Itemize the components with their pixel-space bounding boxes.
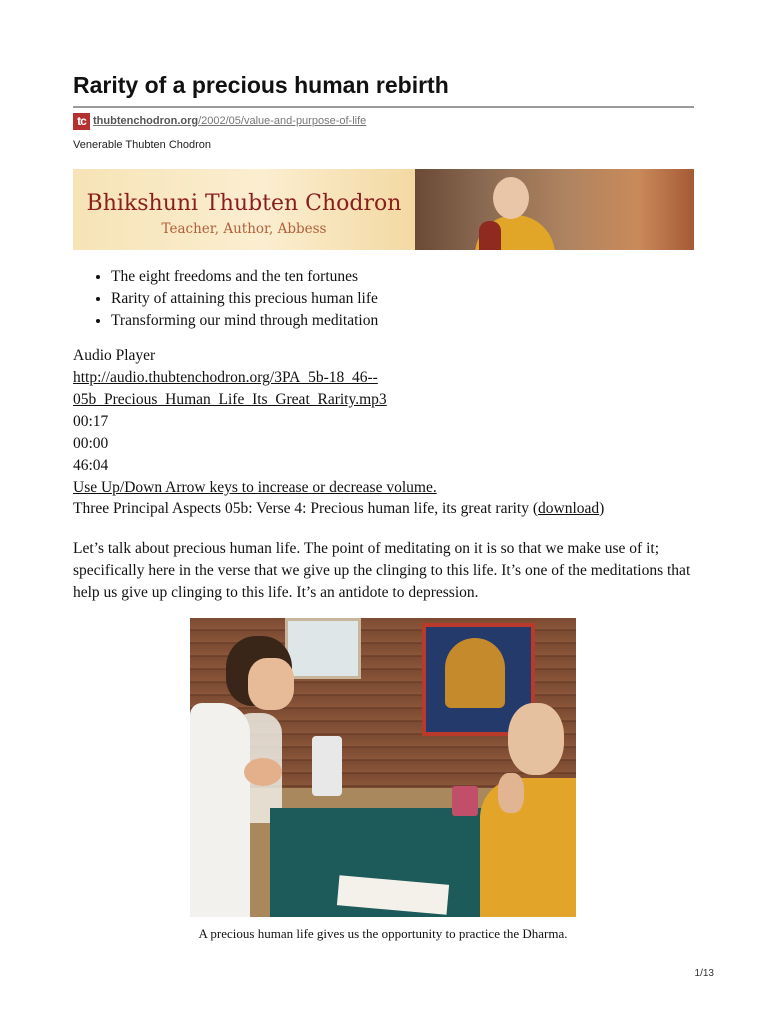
topic-list [73,266,378,332]
track-title-text: Three Principal Aspects 05b: Verse 4: Precious human life, its great rarity ( [73,500,539,517]
source-path: /2002/05/value-and-purpose-of-life [198,115,367,127]
track-title [73,500,604,518]
audio-elapsed-time: 00:17 [73,413,109,430]
photo-boy-body [190,703,250,917]
photo-boy-face [248,658,294,710]
banner-tagline: Teacher, Author, Abbess [161,221,327,237]
audio-url-line-1[interactable] [73,369,378,387]
title-divider [73,106,694,108]
banner-robe-shape-inner [479,221,501,250]
source-link[interactable] [93,115,366,127]
source-domain: thubtenchodron.org [93,115,199,127]
audio-current-time: 00:00 [73,435,109,452]
site-banner [73,169,694,250]
track-title-close: ) [599,500,605,517]
photo-window [285,618,361,679]
body-paragraph: Let’s talk about precious human life. The point of meditating on it is so that we make use of it; specifically here in the verse that we give up the clinging to this life. It’s one of the meditations that help us give up clinging to this life. It’s an antidote to depression. [73,540,691,601]
author-line: Venerable Thubten Chodron [73,139,212,151]
volume-hint-link[interactable]: Use Up/Down Arrow keys to increase or decrease volume. [73,479,437,496]
volume-hint-row[interactable] [73,479,437,497]
photo-nun-hands [498,773,524,813]
photo-nun-robe [480,778,576,917]
banner-photo [415,169,694,250]
audio-url-link[interactable]: http://audio.thubtenchodron.org/3PA_5b-18_46-- [73,369,378,386]
audio-player-label: Audio Player [73,347,156,364]
photo-nun-head [508,703,564,775]
source-link-row [73,112,366,130]
photo-thangka-figure [445,638,505,708]
photo-heater [312,736,342,796]
list-item: • Rarity of attaining this precious human life [111,288,378,310]
banner-name: Bhikshuni Thubten Chodron [86,191,402,216]
list-item: • The eight freedoms and the ten fortunes [111,266,378,288]
banner-portrait-head [493,177,529,219]
banner-text-panel [73,169,415,250]
site-logo-icon: tc [73,113,90,130]
list-item: • Transforming our mind through meditation [111,310,378,332]
download-link[interactable]: download [538,500,600,517]
audio-duration: 46:04 [73,457,109,474]
page-title: Rarity of a precious human rebirth [73,72,449,98]
photo-caption: A precious human life gives us the opportunity to practice the Dharma. [198,926,568,941]
photo-mug [452,786,478,816]
teaching-photo [190,618,576,917]
audio-url-line-2[interactable] [73,391,387,409]
page-number: 1/13 [694,968,714,979]
photo-boy-hands [244,758,282,786]
audio-url-link[interactable]: 05b_Precious_Human_Life_Its_Great_Rarity.mp3 [73,391,387,408]
